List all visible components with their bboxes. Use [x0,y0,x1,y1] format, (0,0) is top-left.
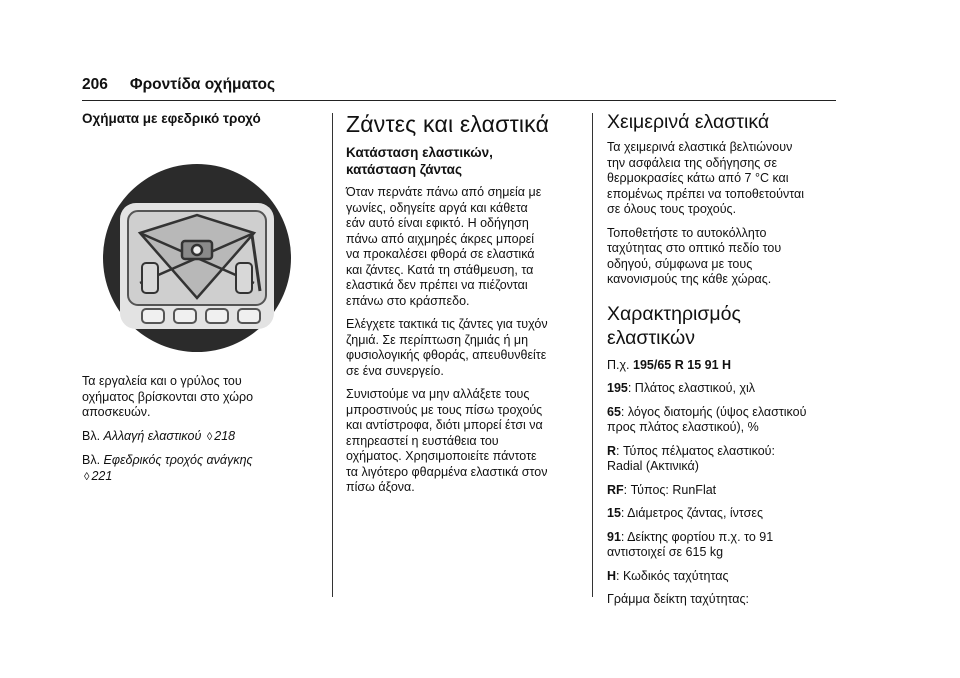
subsection-heading: Κατάσταση ελαστικών, κατάσταση ζάντας [346,145,493,177]
definition: 91: Δείκτης φορτίου π.χ. το 91 αντιστοιχεί σε 615 kg [607,529,774,559]
section-heading: Χειμερινά ελαστικά [607,111,770,133]
section-title: Οχήματα με εφεδρικό τροχό [82,111,261,126]
caption-line: οχήματος βρίσκονται στο χώρο [82,389,254,404]
column-wheels-tyres [346,110,578,504]
caption-line: αποσκευών. [82,405,151,419]
reference-link[interactable]: Αλλαγή ελαστικού [103,428,202,443]
column-spare-wheel [82,110,314,493]
chapter-title: Φροντίδα οχήματος [129,76,276,93]
definition: R: Τύπος πέλματος ελαστικού: Radial (Ακτινικά) [607,443,775,473]
section-heading: Ζάντες και ελαστικά [346,111,550,137]
paragraph: Όταν περνάτε πάνω από σημεία με γωνίες, οδηγείτε αργά και κάθετα εάν αυτό είναι εφικτό. Η οδήγηση πάνω από αιχμηρές άκρες μπορεί να προκαλέσει φθορά σε ελαστικά και ζάντες. Κατά τη στάθμευση, τα ελαστικά δεν πρέπει να πιέζονται επάνω στο κράσπεδο. [346,185,542,308]
definition: 15: Διάμετρος ζάντας, ίντσες [607,506,763,520]
paragraph: Τα χειμερινά ελαστικά βελτιώνουν την ασφάλεια της οδήγησης σε θερμοκρασίες κάτω από 7 °C και επομένως πρέπει να τοποθετούνται σε όλους τους τροχούς. [607,140,804,216]
paragraph: Τοποθετήστε το αυτοκόλλητο ταχύτητας στο οπτικό πεδίο του οδηγού, σύμφωνα με τους κανονισμούς της κάθε χώρας. [607,225,782,286]
header-rule [82,100,836,101]
caption-line: Τα εργαλεία και ο γρύλος του [82,374,242,388]
tool-kit-illustration [102,163,292,353]
cross-reference: Βλ. Αλλαγή ελαστικού ◊ 218 [82,429,314,446]
paragraph: Συνιστούμε να μην αλλάξετε τους μπροστινούς με τους πίσω τροχούς και αντίστροφα, διότι μπορεί έτσι να επηρεαστεί η ευστάθεια του οχήματος. Χρησιμοποιείτε πάντοτε τα λιγότερο φθαρμένα ελαστικά στον πίσω άξονα. [346,387,548,494]
section-heading: Χαρακτηρισμός ελαστικών [607,302,741,349]
paragraph: Γράμμα δείκτη ταχύτητας: [607,592,750,606]
definition: RF: Τύπος: RunFlat [607,482,717,497]
definition: 195: Πλάτος ελαστικού, χιλ [607,381,756,395]
page-number: 206 [82,76,108,93]
tyre-code-example: Π.χ. 195/65 R 15 91 H [607,357,732,372]
page-reference-icon: ◊ [84,470,90,483]
page-header [82,76,275,94]
column-divider [592,113,593,597]
cross-reference: Βλ. Εφεδρικός τροχός ανάγκης ◊ 221 [82,453,314,485]
paragraph: Ελέγχετε τακτικά τις ζάντες για τυχόν ζημιά. Σε περίπτωση ζημιάς ή μη φυσιολογικής φθοράς, απευθυνθείτε σε ένα συνεργείο. [346,317,548,378]
page-reference-icon: ◊ [206,430,213,443]
definition: 65: λόγος διατομής (ύψος ελαστικού προς πλάτος ελαστικού), % [607,404,807,434]
column-winter-tyres [607,110,843,616]
column-divider [332,113,333,597]
reference-link[interactable]: Εφεδρικός τροχός ανάγκης [103,453,253,467]
reference-page[interactable]: 218 [214,428,236,443]
reference-page[interactable]: 221 [91,468,113,483]
definition: H: Κωδικός ταχύτητας [607,568,729,583]
